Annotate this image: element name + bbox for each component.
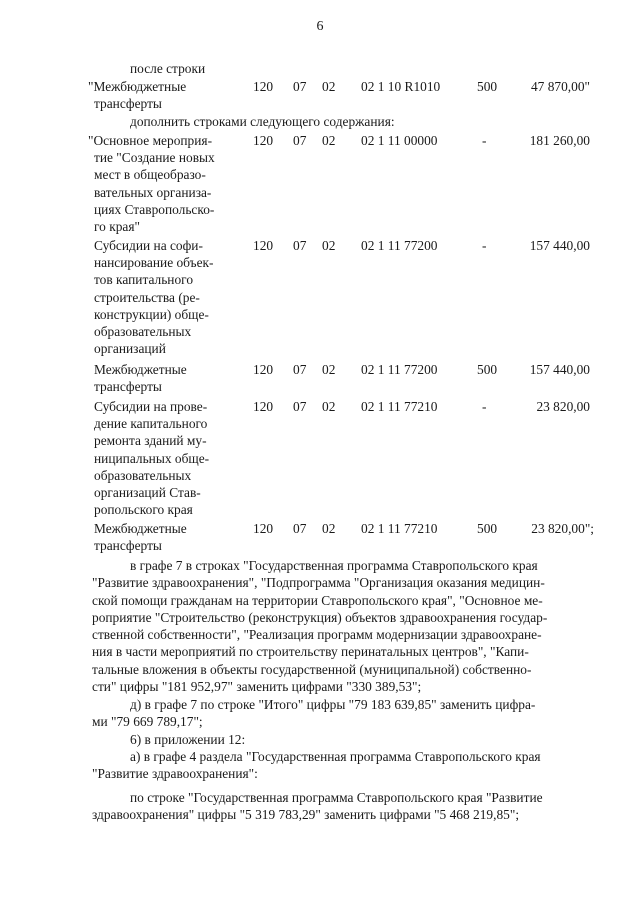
row-col-subsection: 02 [322, 133, 336, 148]
row-col-ministry: 120 [253, 521, 274, 536]
row-col-sum: 47 870,00" [530, 79, 590, 94]
row-name-line: образовательных [94, 324, 192, 340]
row-name [94, 237, 244, 357]
row-col-subsection: 02 [322, 79, 336, 94]
row-col-subsection: 02 [322, 521, 336, 536]
row-name-line: дение капитального [94, 416, 208, 432]
row-name-line: трансферты [94, 538, 162, 554]
row-col-ministry: 120 [253, 238, 274, 253]
row-name-line: "Межбюджетные [88, 79, 187, 94]
row-name-line: организаций [94, 341, 166, 357]
paragraph-line: ния в части мероприятий по строительству перинатальных центров", "Капи- [92, 644, 529, 660]
row-col-sum: 23 820,00"; [531, 521, 594, 536]
row-name-line: Межбюджетные [94, 362, 187, 377]
row-name-line: организаций Став- [94, 485, 201, 501]
row-col-section: 07 [293, 399, 307, 414]
row-col-section: 07 [293, 362, 307, 377]
row-col-sum: 23 820,00 [536, 399, 590, 414]
row-col-expense-type: 500 [477, 79, 498, 94]
row-col-section: 07 [293, 238, 307, 253]
row-col-expense-type: 500 [477, 521, 498, 536]
row-col-sum: 157 440,00 [529, 362, 590, 377]
page-number: 6 [316, 19, 324, 34]
row-col-expense-type: - [482, 238, 487, 253]
paragraph-appendix-12 [92, 731, 598, 748]
row-name [88, 78, 238, 112]
paragraph-line: ственной собственности", "Реализация программ модернизации здравоохране- [92, 627, 542, 643]
row-name-line: трансферты [94, 96, 162, 112]
row-name-line: строительства (ре- [94, 289, 200, 305]
row-col-target-code: 02 1 11 00000 [361, 133, 438, 148]
row-col-section: 07 [293, 521, 307, 536]
paragraph-line: роприятие "Строительство (реконструкция) объектов здравоохранения государ- [92, 609, 548, 625]
paragraph-program-line [92, 789, 598, 824]
row-name-line: ропольского края [94, 502, 193, 518]
row-name-line: нансирование объек- [94, 255, 214, 271]
paragraph-line: а) в графе 4 раздела "Государственная программа Ставропольского края [130, 749, 541, 764]
row-col-sum: 181 260,00 [529, 133, 590, 148]
row-name-line: го края" [94, 219, 140, 235]
add-rows-line: дополнить строками следующего содержания: [130, 114, 395, 129]
row-name-line: ниципальных обще- [94, 450, 210, 466]
row-col-ministry: 120 [253, 79, 274, 94]
paragraph-line: в графе 7 в строках "Государственная программа Ставропольского края [130, 558, 538, 573]
paragraph-line: сти" цифры "181 952,97" заменить цифрами "330 389,53"; [92, 679, 422, 695]
paragraph-line: по строке "Государственная программа Ставропольского края "Развитие [130, 790, 543, 805]
row-name-line: тие "Создание новых [94, 150, 215, 166]
paragraph-itogo [92, 696, 598, 731]
paragraph-line: ской помощи гражданам на территории Ставропольского края", "Основное ме- [92, 592, 543, 608]
row-name [94, 398, 244, 518]
paragraph-line: "Развитие здравоохранения", "Подпрограмма "Организация оказания медицин- [92, 575, 545, 591]
row-name-line: Межбюджетные [94, 521, 187, 536]
row-col-subsection: 02 [322, 362, 336, 377]
row-col-target-code: 02 1 10 R1010 [361, 79, 441, 94]
row-name-line: Субсидии на софи- [94, 238, 203, 253]
row-name-line: конструкции) обще- [94, 306, 209, 322]
paragraph-line: "Развитие здравоохранения": [92, 766, 258, 782]
row-col-section: 07 [293, 133, 307, 148]
row-col-target-code: 02 1 11 77210 [361, 521, 438, 536]
row-name-line: Субсидии на прове- [94, 399, 208, 414]
row-col-target-code: 02 1 11 77210 [361, 399, 438, 414]
row-col-expense-type: 500 [477, 362, 498, 377]
intro-line: после строки [130, 61, 206, 76]
row-name-line: циях Ставропольско- [94, 201, 215, 217]
paragraph-line: тальные вложения в объекты государственной (муниципальной) собственно- [92, 661, 532, 677]
paragraph-line: д) в графе 7 по строке "Итого" цифры "79 183 639,85" заменить цифра- [130, 697, 536, 712]
row-name [88, 132, 238, 235]
row-name-line: образовательных [94, 467, 192, 483]
row-name [94, 520, 244, 554]
row-col-section: 07 [293, 79, 307, 94]
row-name [94, 361, 244, 395]
row-col-ministry: 120 [253, 133, 274, 148]
row-name-line: вательных организа- [94, 184, 212, 200]
paragraph-line: здравоохранения" цифры "5 319 783,29" заменить цифрами "5 468 219,85"; [92, 807, 520, 823]
row-name-line: "Основное мероприя- [88, 133, 213, 148]
row-col-sum: 157 440,00 [529, 238, 590, 253]
row-col-ministry: 120 [253, 362, 274, 377]
row-col-expense-type: - [482, 399, 487, 414]
row-col-ministry: 120 [253, 399, 274, 414]
row-col-subsection: 02 [322, 399, 336, 414]
row-col-subsection: 02 [322, 238, 336, 253]
paragraph-line: ми "79 669 789,17"; [92, 714, 203, 730]
paragraph-graph7-strings [92, 557, 598, 695]
row-col-target-code: 02 1 11 77200 [361, 362, 438, 377]
row-name-line: трансферты [94, 379, 162, 395]
row-col-expense-type: - [482, 133, 487, 148]
row-name-line: мест в общеобразо- [94, 167, 206, 183]
row-name-line: тов капитального [94, 272, 194, 288]
paragraph-line: 6) в приложении 12: [130, 732, 246, 747]
row-name-line: ремонта зданий му- [94, 433, 207, 449]
paragraph-graph4-section [92, 748, 598, 783]
row-col-target-code: 02 1 11 77200 [361, 238, 438, 253]
